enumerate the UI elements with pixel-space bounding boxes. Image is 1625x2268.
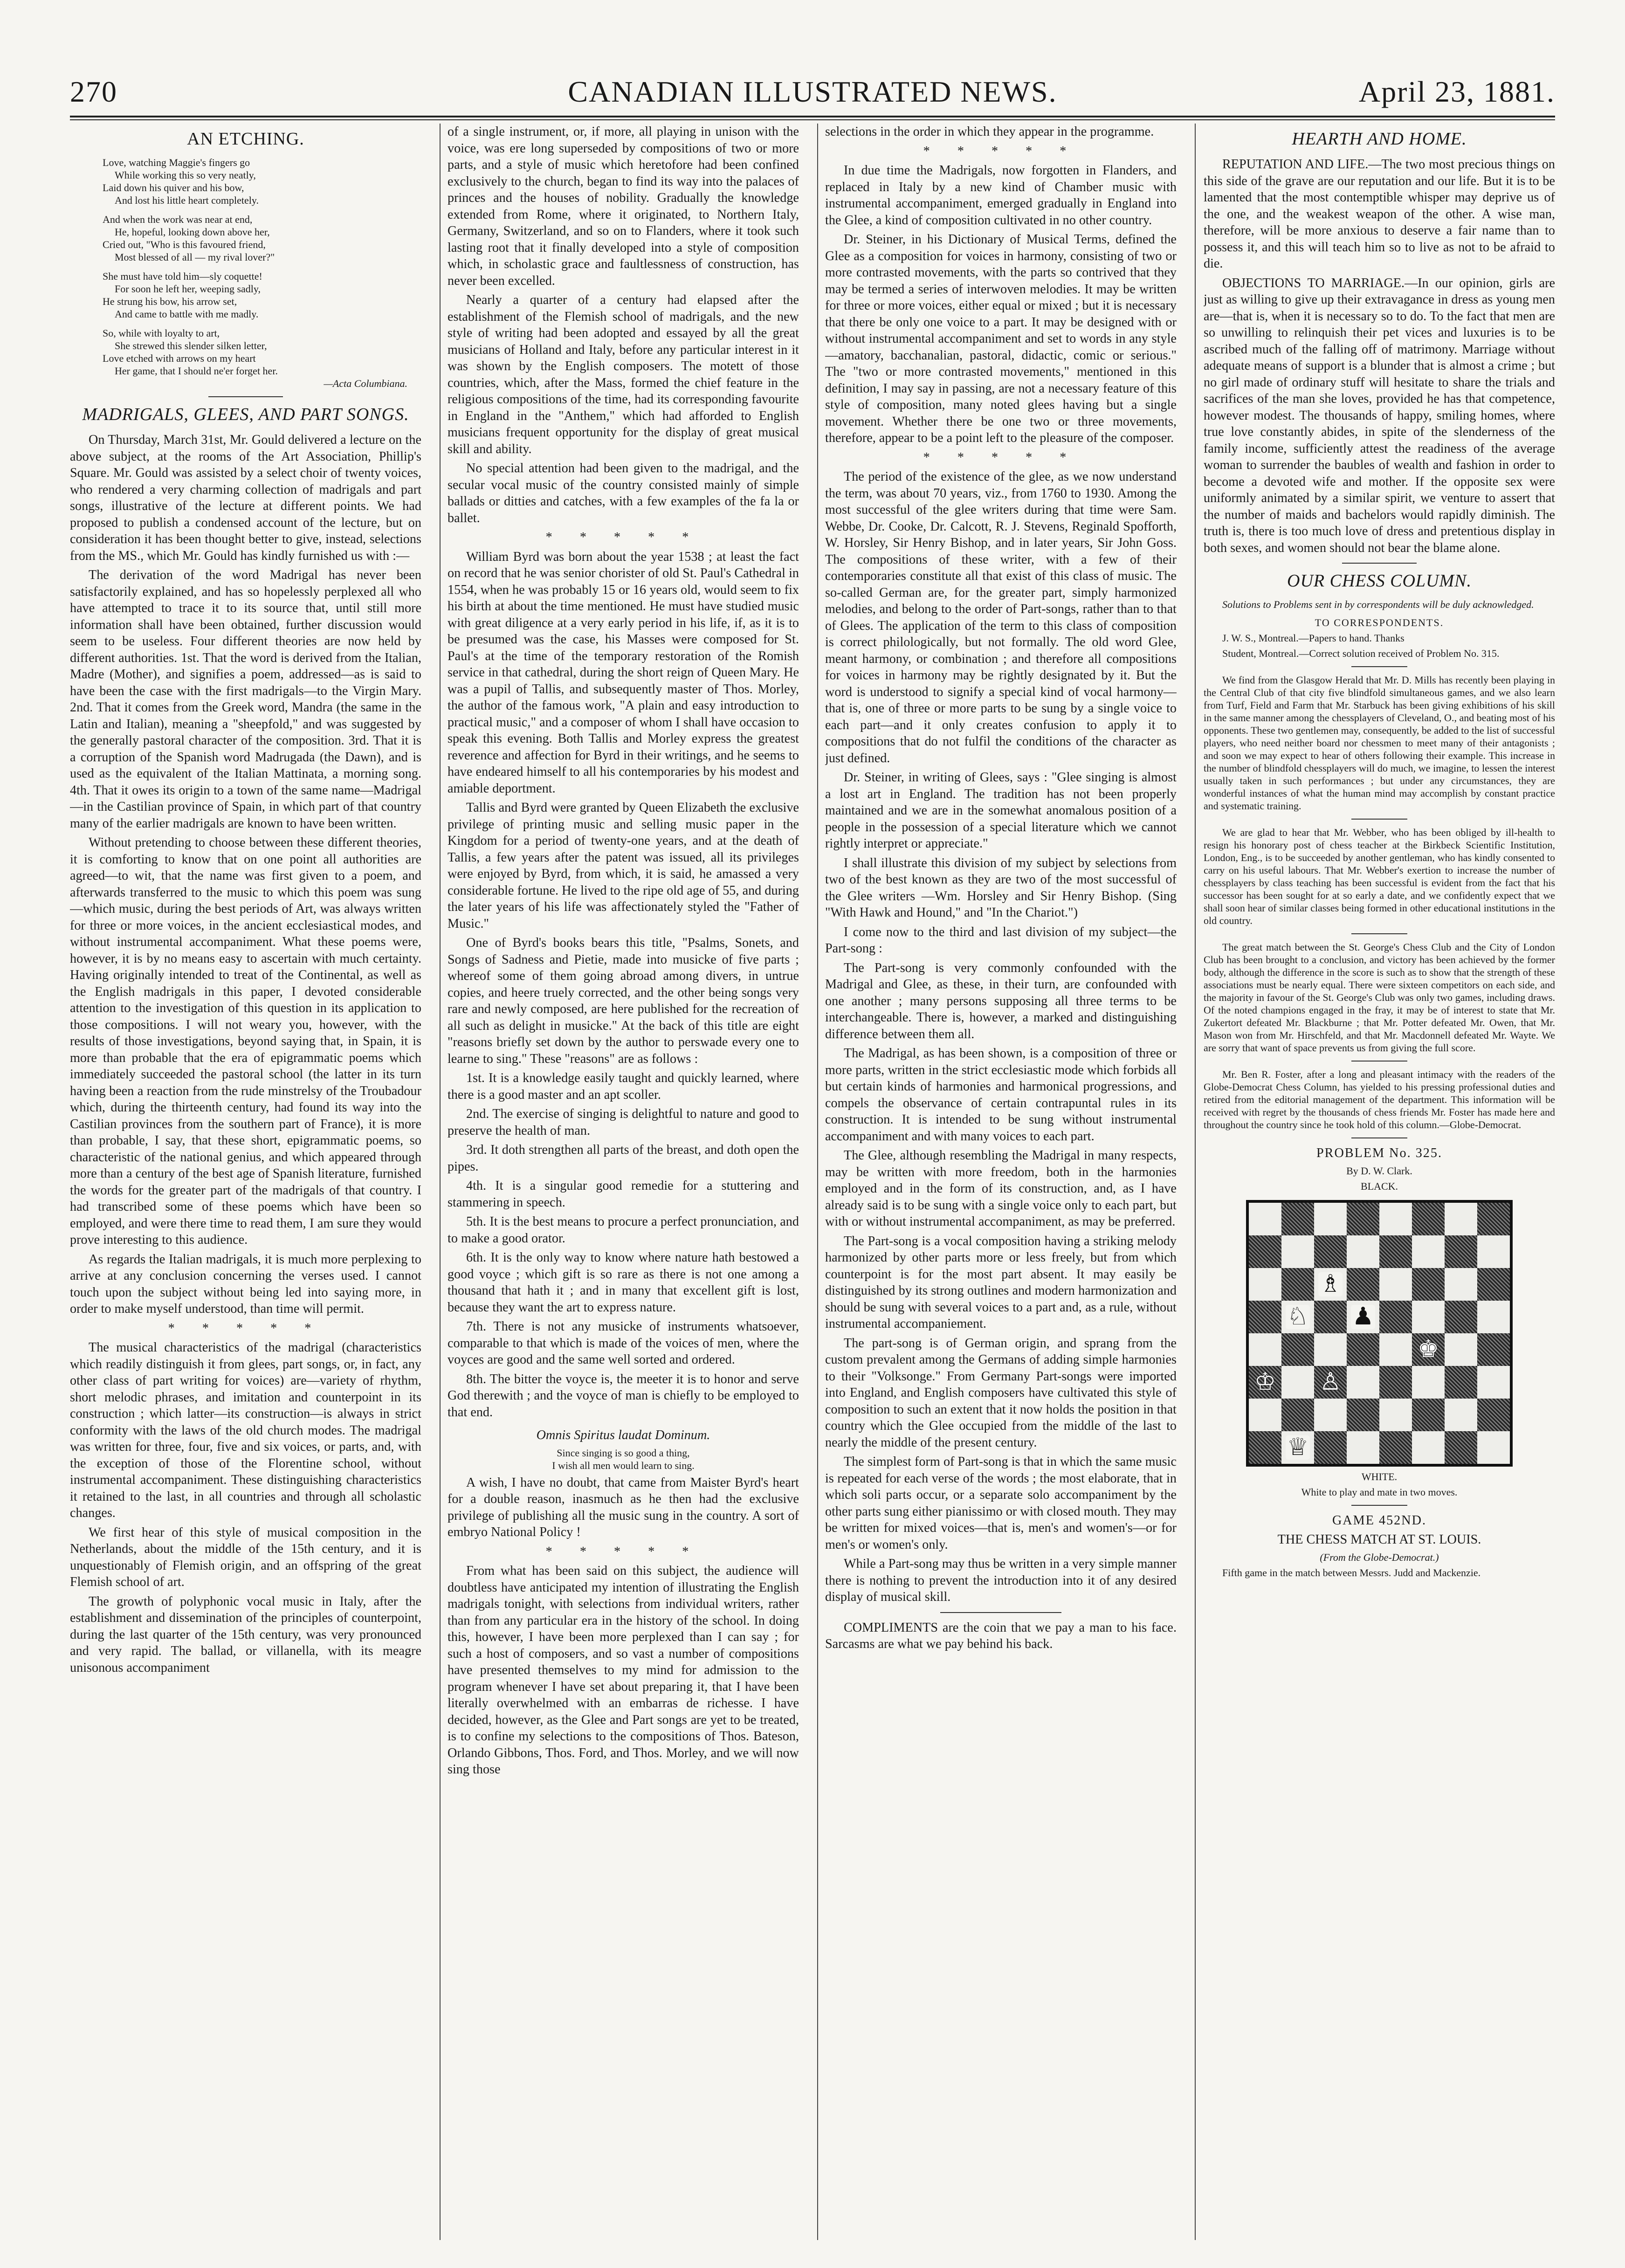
chess-square bbox=[1249, 1301, 1281, 1333]
article-paragraph: The simplest form of Part-song is that in which the same music is repeated for each verse of the words ; the most elaborate, that in which soli parts occur, or a separate solo accompaniment by the other parts sung either pianissimo or with closed mouth. They may be written for mixed voices—that is, men's and women's—or for men's or women's only. bbox=[825, 1455, 1177, 1552]
chess-square bbox=[1477, 1399, 1510, 1431]
article-paragraph: The derivation of the word Madrigal has never been satisfactorily explained, and has so hopelessly perplexed all who have attempted to trace it to its source that, until still more information shall have been obtained, further discussion would seem to be useless. Four different theories are now held by different authorities. 1st. That the word is derived from the Italian, Madre (Mother), and signifies a poem, addressed—as is said to have been the case with the first madrigals—to the Virgin Mary. 2nd. That it comes from the Greek word, Mandra (the same in the Latin and Italian), meaning a "sheepfold," and was suggested by the generally pastoral character of the composition. 3rd. That it is a corruption of the Spanish word Madrugada (the Dawn), and is used as the equivalent of the Italian Mattinata, a morning song. 4th. That it owes its origin to a town of the same name—Madrigal—in the Castilian province of Spain, in which part of that country many of the earlier madrigals are known to have been written. bbox=[70, 568, 421, 831]
poem-line: Love, watching Maggie's fingers go bbox=[103, 157, 250, 168]
divider bbox=[1351, 666, 1407, 667]
article-paragraph: Dr. Steiner, in his Dictionary of Musical Terms, defined the Glee as a composition for voices in harmony, consisting of two or more contrasted movements, with the parts so contrived that they may be termed a series of interwoven melodies. It may be written for three or more voices, either equal or mixed ; but it is necessary that there be only one voice to a part. It may be designed with or without instrumental accompaniment and set to words in any style—amatory, bacchanalian, pastoral, didactic, comic or serious." The "two or more contrasted movements," mentioned in this definition, I may say in passing, are not a necessary feature of this style of composition, many noted glees having but a single movement. Whether there be one two or three movements, therefore, appear to be a point left to the pleasure of the composer. bbox=[825, 232, 1177, 445]
article-paragraph: Tallis and Byrd were granted by Queen Elizabeth the exclusive privilege of printing music and selling music paper in the Kingdom for a period of twenty-one years, and at the death of Tallis, a few years after the patent was issued, all its privileges were enjoyed by Byrd, from which, it is said, he amassed a very considerable fortune. He lived to the ripe old age of 55, and during the later years of his life was affectionately styled the "Father of Music." bbox=[448, 800, 799, 931]
chess-piece-icon: ♟ bbox=[1351, 1305, 1376, 1329]
chess-piece-icon: ♔ bbox=[1254, 1368, 1276, 1395]
chess-square bbox=[1412, 1366, 1445, 1399]
game-note: Fifth game in the match between Messrs. Judd and Mackenzie. bbox=[1222, 1566, 1481, 1579]
chess-notice: Solutions to Problems sent in by correspondents will be duly acknowledged. bbox=[1222, 599, 1534, 610]
issue-date: April 23, 1881. bbox=[1358, 75, 1555, 108]
chess-square bbox=[1249, 1268, 1281, 1301]
footer-paragraph: COMPLIMENTS are the coin that we pay a man to his face. Sarcasms are what we pay behind his back. bbox=[825, 1620, 1177, 1651]
article-paragraph: From what has been said on this subject, the audience will doubtless have anticipated my intention of illustrating the English madrigals tonight, with selections from individual writers, rather than from any particular era in the history of the school. In doing this, however, I have been more perplexed than I can say ; for such a host of composers, and so vast a number of compositions have presented themselves to my mind for admission to the program whenever I have set about preparing it, that I have been literally overwhelmed with an embarras de richesse. I have decided, however, as the Glee and Part songs are yet to be treated, is to confine my selections to the compositions of Thos. Bateson, Orlando Gibbons, Thos. Ford, and Thos. Morley, and we will now sing those bbox=[448, 1564, 799, 1777]
article-paragraph: The musical characteristics of the madrigal (characteristics which readily distinguish it from glees, part songs, or, in fact, any other class of part writing for voices) are—variety of rhythm, short melodic phrases, and imitation and counterpoint in its construction ; which latter—its construction—is always in strict conformity with the laws of the old church modes. The madrigal was written for three, four, five and six voices, or parts, and, with the exception of those of the Florentine school, without instrumental accompaniment. These distinguishing characteristics it retained to the last, in all countries and through all scholastic changes. bbox=[70, 1340, 421, 1520]
chess-square bbox=[1379, 1399, 1412, 1431]
chess-square bbox=[1347, 1235, 1379, 1268]
chess-square bbox=[1281, 1301, 1314, 1333]
chess-square bbox=[1445, 1268, 1477, 1301]
chess-piece-icon: ♙ bbox=[1319, 1368, 1342, 1395]
chess-board bbox=[1246, 1200, 1513, 1467]
chess-square bbox=[1445, 1399, 1477, 1431]
chess-square bbox=[1347, 1431, 1379, 1464]
article-paragraph: The growth of polyphonic vocal music in Italy, after the establishment and dissemination of the principles of counterpoint, during the last quarter of the 15th century, was very pronounced and very rapid. The ballad, or villanella, with its meagre unisonous accompaniment bbox=[70, 1594, 421, 1675]
reason-item: 5th. It is the best means to procure a perfect pronunciation, and to make a good orator. bbox=[448, 1214, 799, 1246]
article-paragraph: A wish, I have no doubt, that came from Maister Byrd's heart for a double reason, inasmuch as he then had the exclusive privilege of publishing all the music sung in the country. A sort of embryo National Policy ! bbox=[448, 1475, 799, 1539]
chess-square bbox=[1347, 1268, 1379, 1301]
chess-square bbox=[1445, 1203, 1477, 1235]
newspaper-title: CANADIAN ILLUSTRATED NEWS. bbox=[568, 75, 1057, 108]
divider bbox=[1351, 1137, 1407, 1138]
column-rule bbox=[817, 124, 818, 2240]
article-paragraph: No special attention had been given to the madrigal, and the secular vocal music of the country consisted mainly of simple ballads or ditties and catches, with a few examples of the fa la or ballet. bbox=[448, 461, 799, 525]
poem-line: And came to battle with me madly. bbox=[115, 308, 259, 320]
chess-piece-icon: ♘ bbox=[1286, 1305, 1310, 1329]
chess-news-paragraph: The great match between the St. George's Chess Club and the City of London Club has been brought to a conclusion, and victory has been achieved by the former body, although the difference in the score is such as to show that the strength of these associations must be nearly equal. There were sixteen competitors on each side, and the majority in favour of the St. George's Club was only two games, including draws. Of the noted champions engaged in the fray, it may be of interest to state that Mr. Zukertort defeated Mr. Blackburne ; that Mr. Potter defeated Mr. Owen, that Mr. Mason won from Mr. Hirschfeld, and that Mr. Macdonnell defeated Mr. Wayte. We are sorry that want of space prevents us from giving the full score. bbox=[1204, 941, 1555, 1054]
article-paragraph: The period of the existence of the glee, as we now understand the term, was about 70 years, viz., from 1760 to 1930. Among the most successful of the glee writers during that time were Sam. Webbe, Dr. Cooke, Dr. Calcott, R. J. Stevens, Reginald Spofforth, W. Horsley, Sir Henry Bishop, and in later years, Sir John Goss. The compositions of these writer, with a few of their contemporaries constitute all that exist of this class of music. The so-called German are, for the greater part, simply harmonized melodies, and belong to the order of Part-songs, rather than to that of Glees. The application of the term to this class of composition is correct philologically, but not formally. The old word Glee, meant harmony, or combination ; and therefore all compositions for voices in harmony may be rightly designated by it. But the word is understood to signify a special kind of vocal harmony—that is, one of three or more parts to be sung by a single voice to each part—and it only creates confusion to apply it to compositions that do not fulfil the conditions of the character as just defined. bbox=[825, 469, 1177, 765]
chess-square bbox=[1477, 1333, 1510, 1366]
poem bbox=[103, 156, 421, 390]
chess-square bbox=[1412, 1431, 1445, 1464]
reason-item: 2nd. The exercise of singing is delightful to nature and good to preserve the health of man. bbox=[448, 1107, 799, 1138]
article-paragraph: The Glee, although resembling the Madrigal in many respects, may be written with more freedom, both in the harmonies employed and in the form of its construction, and, as I have already said is to be sung with a single voice only to each part, but with or without instrumental accompaniment, as may be preferred. bbox=[825, 1148, 1177, 1229]
chess-square bbox=[1281, 1366, 1314, 1399]
divider bbox=[208, 396, 283, 397]
game-source: (From the Globe-Democrat.) bbox=[1320, 1551, 1439, 1563]
chess-square bbox=[1477, 1235, 1510, 1268]
poem-line: Love etched with arrows on my heart bbox=[103, 352, 256, 364]
chess-square bbox=[1445, 1235, 1477, 1268]
column-rule bbox=[1195, 124, 1196, 2240]
chess-square bbox=[1445, 1301, 1477, 1333]
reason-item: 4th. It is a singular good remedie for a stuttering and stammering in speech. bbox=[448, 1179, 799, 1210]
article-paragraph: The Part-song is a vocal composition having a striking melody harmonized by other parts more or less freely, but from which counterpoint is for the most part absent. It may easily be distinguished by its strong outlines and modern harmonization and should be sung with several voices to a part and, as a rule, without instrumental accompaniement. bbox=[825, 1234, 1177, 1331]
section-stars: * * * * * bbox=[168, 1321, 324, 1336]
chess-square bbox=[1249, 1431, 1281, 1464]
chess-square bbox=[1314, 1203, 1347, 1235]
article-paragraph: Dr. Steiner, in writing of Glees, says : "Glee singing is almost a lost art in England. The tradition has not been properly maintained and we are in the somewhat anomalous position of a people in the possession of a special literature which we cannot rightly interpret or appreciate." bbox=[825, 770, 1177, 851]
article-paragraph: On Thursday, March 31st, Mr. Gould delivered a lecture on the above subject, at the rooms of the Art Association, Phillip's Square. Mr. Gould was assisted by a select choir of twenty voices, who rendered a very charming collection of madrigals and part songs, illustrative of the lecture at different points. We had proposed to publish a condensed account of the lecture, but on consideration it has been thought better to give, instead, selections from the MS., which Mr. Gould has kindly furnished us with :— bbox=[70, 433, 421, 563]
reason-item: 3rd. It doth strengthen all parts of the breast, and doth open the pipes. bbox=[448, 1143, 799, 1174]
chess-square bbox=[1347, 1366, 1379, 1399]
chess-square bbox=[1314, 1431, 1347, 1464]
problem-heading: PROBLEM No. 325. bbox=[1316, 1146, 1443, 1160]
divider bbox=[940, 1612, 1061, 1613]
chess-square bbox=[1249, 1235, 1281, 1268]
divider bbox=[1351, 1061, 1407, 1062]
reason-item: 7th. There is not any musicke of instruments whatsoever, comparable to that which is made of the voices of men, where the voyces are good and the same well sorted and ordered. bbox=[448, 1319, 799, 1367]
chess-square bbox=[1412, 1268, 1445, 1301]
chess-square bbox=[1281, 1235, 1314, 1268]
article-paragraph: I shall illustrate this division of my subject by selections from two of the best known as they are two of the most successful of the Glee writers —Wm. Horsley and Sir Henry Bishop. (Sing "With Hawk and Hound," and "In the Chariot.") bbox=[825, 855, 1177, 920]
chess-square bbox=[1477, 1203, 1510, 1235]
chess-square bbox=[1412, 1235, 1445, 1268]
chess-piece-icon: ♕ bbox=[1286, 1435, 1310, 1460]
article-paragraph: In due time the Madrigals, now forgotten in Flanders, and replaced in Italy by a new kind of Chamber music with instrumental accompaniment, emerged gradually in England into the Glee, a kind of composition cultivated in no other country. bbox=[825, 163, 1177, 227]
chess-news-paragraph: Mr. Ben R. Foster, after a long and pleasant intimacy with the readers of the Globe-Democrat Chess Column, has yielded to his pressing professional duties and retired from the editorial management of the department. This information will be received with regret by the thousands of chess friends Mr. Foster has made here and throughout the country since he took hold of this column.—Globe-Democrat. bbox=[1204, 1069, 1555, 1131]
poem-line: He, hopeful, looking down above her, bbox=[115, 226, 270, 238]
reason-item: 6th. It is the only way to know where nature hath bestowed a good voyce ; which gift is so rare as there is not one among a thousand that hath it ; and in many that excellent gift is lost, because they want the art to express nature. bbox=[448, 1250, 799, 1315]
article-paragraph: The part-song is of German origin, and sprang from the custom prevalent among the Germans of adding simple harmonies to their "Volksonge." From Germany Part-songs were imported into England, and English composers have cultivated this style of composition to such an extent that it now holds the position in that country which the Glee occupied from the middle of the last to nearly the middle of the present century. bbox=[825, 1336, 1177, 1450]
chess-square bbox=[1477, 1431, 1510, 1464]
article-paragraph: As regards the Italian madrigals, it is much more perplexing to arrive at any conclusion concerning the verses used. I cannot touch upon the subject without being led into saying more, in order to make myself understood, than time will permit. bbox=[70, 1252, 421, 1316]
chess-square bbox=[1379, 1203, 1412, 1235]
reason-item: 8th. The bitter the voyce is, the meeter it is to honor and serve God therewith ; and the voyce of man is chiefly to be employed to that end. bbox=[448, 1372, 799, 1420]
chess-square bbox=[1379, 1366, 1412, 1399]
divider bbox=[1351, 1505, 1407, 1506]
chess-square bbox=[1347, 1333, 1379, 1366]
article-paragraph: Nearly a quarter of a century had elapsed after the establishment of the Flemish school of madrigals, and the new style of writing had been adopted and essayed by all the great musicians of Holland and Italy, before any particular interest in it was shown by the English composers. The motett of those countries, which, after the Mass, formed the chief feature in the religious compositions of the time, had its corresponding favourite in England in the "Anthem," which had afforded to English musicians frequent opportunity for the display of great musical skill and ability. bbox=[448, 293, 799, 456]
poem-line: And when the work was near at end, bbox=[103, 214, 253, 225]
section-stars: * * * * * bbox=[923, 450, 1079, 465]
motto: Omnis Spiritus laudat Dominum. bbox=[536, 1428, 710, 1442]
page-columns bbox=[70, 124, 1555, 2240]
poem-line: He strung his bow, his arrow set, bbox=[103, 296, 237, 307]
chess-news-paragraph: We are glad to hear that Mr. Webber, who has been obliged by ill-health to resign his honorary post of chess teacher at the Birkbeck Scientific Institution, London, Eng., is to be succeeded by another gentleman, who has kindly consented to carry on his useful labours. That Mr. Webber's exertion to increase the number of chessplayers by class teaching has been successful is evident from the fact that his successor has been sought for at so early a date, and we confidently expect that we shall soon hear of similar classes being formed in other educational institutions in the old country. bbox=[1204, 827, 1555, 926]
chess-square bbox=[1281, 1203, 1314, 1235]
divider bbox=[1351, 819, 1407, 820]
problem-caption: White to play and mate in two moves. bbox=[1301, 1486, 1458, 1498]
chess-square bbox=[1314, 1366, 1347, 1399]
chess-square bbox=[1314, 1301, 1347, 1333]
column-1 bbox=[70, 124, 421, 2240]
masthead-rule-thin bbox=[70, 119, 1555, 120]
article-paragraph: The Part-song is very commonly confounded with the Madrigal and Glee, as these, in their turn, are confounded with one another ; many persons supposing all three terms to be interchangeable. There is, however, a marked and distinguishing difference between them all. bbox=[825, 960, 1177, 1041]
chess-piece-icon: ♚ bbox=[1417, 1336, 1439, 1363]
chess-square bbox=[1412, 1399, 1445, 1431]
chess-square bbox=[1314, 1268, 1347, 1301]
chess-square bbox=[1379, 1268, 1412, 1301]
game-heading: GAME 452ND. bbox=[1332, 1513, 1427, 1528]
article-title: MADRIGALS, GLEES, AND PART SONGS. bbox=[82, 405, 409, 424]
reason-item: 1st. It is a knowledge easily taught and quickly learned, where there is a good master and an apt scoller. bbox=[448, 1071, 799, 1102]
section-title: HEARTH AND HOME. bbox=[1292, 129, 1467, 149]
chess-piece-icon: ♗ bbox=[1318, 1272, 1343, 1296]
chess-square bbox=[1249, 1399, 1281, 1431]
chess-square bbox=[1379, 1431, 1412, 1464]
correspondent-entry: J. W. S., Montreal.—Papers to hand. Thanks bbox=[1222, 632, 1405, 644]
article-paragraph: Without pretending to choose between these different theories, it is comforting to know that on one point all authorities are agreed—to wit, that the name was first given to a poem, and afterwards transferred to the music to which this poem was sung—which music, during the best periods of Art, was always written for three or more voices, in the ancient ecclesiastical modes, and without instrumental accompaniment. What these poems were, however, it is by no means easy to ascertain with much certainty. Having originally intended to treat of the Continental, as well as the English madrigals in this paper, I devoted considerable attention to the investigation of this question in its application to those compositions. I will not weary you, however, with the results of those investigations, beyond saying that, in Spain, it is more than probable that the era of epigrammatic poems which immediately succeeded the pastoral school (the latter in its turn having been a reaction from the rude minstrelsy of the Troubadour which, during the thirteenth century, had found its way into the Castilian provinces from the southern part of France), it is more than probable, I say, that these short, epigrammatic poems, so characteristic of the national genius, and which appeared through more than a century of the best age of Spanish literature, furnished the words for the greater part of the madrigals of that country. I had transcribed some of these poems which have been so employed, and were there time to read them, I am sure they would prove interesting to this audience. bbox=[70, 835, 421, 1247]
poem-line: She strewed this slender silken letter, bbox=[115, 340, 267, 352]
article-paragraph: REPUTATION AND LIFE.—The two most precious things on this side of the grave are our reputation and our life. But it is to be lamented that the most contemptible whisper may deprive us of the one, and the weakest weapon of the other. A wise man, therefore, will be more anxious to deserve a fair name than to possess it, and this will teach him so to live as not to be afraid to die. bbox=[1204, 157, 1555, 271]
article-paragraph: The Madrigal, as has been shown, is a composition of three or more parts, written in the strict ecclesiastic mode which forbids all but certain kinds of harmonies and harmonical progressions, and compels the observance of certain contrapuntal rules in its construction. It is intended to be sung without instrumental accompaniment and with many voices to each part. bbox=[825, 1046, 1177, 1144]
article-paragraph: I come now to the third and last division of my subject—the Part-song : bbox=[825, 924, 1177, 956]
section-stars: * * * * * bbox=[545, 1544, 701, 1559]
chess-square bbox=[1249, 1333, 1281, 1366]
column-2 bbox=[448, 124, 799, 2240]
chess-square bbox=[1445, 1431, 1477, 1464]
chess-square bbox=[1347, 1301, 1379, 1333]
game-title: THE CHESS MATCH AT ST. LOUIS. bbox=[1277, 1532, 1481, 1547]
problem-author: By D. W. Clark. bbox=[1346, 1165, 1412, 1177]
chess-square bbox=[1379, 1235, 1412, 1268]
chess-square bbox=[1412, 1301, 1445, 1333]
poem-line: While working this so very neatly, bbox=[115, 169, 256, 181]
article-paragraph: William Byrd was born about the year 1538 ; at least the fact on record that he was senior chorister of old St. Paul's Cathedral in 1554, when he was probably 15 or 16 years old, would seem to fix his birth at about the time mentioned. He must have studied music with great diligence at a very early period in his life, if, as it is to be presumed was the case, his Masses were composed for St. Paul's at the time of the temporary restoration of the Romish service in that cathedral, during the short reign of Queen Mary. He was a pupil of Tallis, and subsequently master of Thos. Morley, the author of the famous work, "A plain and easy introduction to practical music," and a composer of whom I shall have occasion to speak this evening. Both Tallis and Morley express the greatest reverence and affection for Byrd in their writings, and he seems to have endeared himself to all his contemporaries by his modest and amiable deportment. bbox=[448, 549, 799, 796]
chess-square bbox=[1281, 1399, 1314, 1431]
chess-square bbox=[1314, 1235, 1347, 1268]
masthead-rule bbox=[70, 116, 1555, 117]
article-paragraph: selections in the order in which they appear in the programme. bbox=[825, 124, 1154, 139]
section-stars: * * * * * bbox=[923, 144, 1079, 159]
chess-column-title: OUR CHESS COLUMN. bbox=[1287, 571, 1472, 591]
chess-square bbox=[1445, 1333, 1477, 1366]
column-4 bbox=[1204, 124, 1555, 2240]
poem-line: Her game, that I should ne'er forget her. bbox=[115, 365, 278, 377]
couplet-line: I wish all men would learn to sing. bbox=[552, 1459, 695, 1471]
chess-square bbox=[1379, 1301, 1412, 1333]
chess-square bbox=[1281, 1268, 1314, 1301]
chess-square bbox=[1379, 1333, 1412, 1366]
column-3 bbox=[825, 124, 1177, 2240]
chess-news-paragraph: We find from the Glasgow Herald that Mr. D. Mills has recently been playing in the Central Club of that city five blindfold simultaneous games, and we also learn from Turf, Field and Farm that Mr. Starbuck has been giving exhibitions of his skill in the same manner among the chessplayers of Cleveland, O., and beating most of his opponents. These two gentlemen may, consequently, be added to the list of successful players, who need neither board nor chessmen to meet many of their antagonists ; and soon we may expect to hear of others following their example. This increase in the number of blindfold chessplayers will do much, we imagine, to lessen the interest usually taken in such performances ; but under any circumstances, they are wonderful instances of what the human mind may accomplish by constant practice and systematic training. bbox=[1204, 674, 1555, 812]
chess-square bbox=[1477, 1301, 1510, 1333]
poem-line: And lost his little heart completely. bbox=[115, 194, 259, 206]
poem-line: For soon he left her, weeping sadly, bbox=[115, 283, 261, 295]
column-rule bbox=[440, 124, 441, 2240]
article-paragraph: One of Byrd's books bears this title, "Psalms, Sonets, and Songs of Sadness and Pietie, made into musicke of five parts ; whereof some of them going abroad among divers, in untrue copies, and heere truely corrected, and the other being songs very rare and newly composed, are here published for the recreation of all such as delight in musicke." At the back of this title are eight "reasons briefly set down by the author to perswade every one to learne to sing." These "reasons" are as follows : bbox=[448, 936, 799, 1066]
poem-line: Laid down his quiver and his bow, bbox=[103, 182, 244, 193]
divider bbox=[1351, 933, 1407, 934]
black-label: BLACK. bbox=[1360, 1180, 1398, 1192]
correspondents-heading: TO CORRESPONDENTS. bbox=[1315, 617, 1444, 628]
couplet-line: Since singing is so good a thing, bbox=[557, 1447, 690, 1459]
divider bbox=[1342, 563, 1417, 564]
chess-square bbox=[1412, 1203, 1445, 1235]
chess-square bbox=[1347, 1203, 1379, 1235]
chess-square bbox=[1281, 1333, 1314, 1366]
poem-line: She must have told him—sly coquette! bbox=[103, 270, 262, 282]
chess-square bbox=[1477, 1366, 1510, 1399]
article-paragraph: OBJECTIONS TO MARRIAGE.—In our opinion, girls are just as willing to give up their extravagance in dress as young men are—that is, when it is necessary so to do. To the fact that men are so unwilling to relinquish their pet vices and luxuries is to be ascribed much of the falling off of matrimony. Marriage without adequate means of support is a blunder that is almost a crime ; but no girl made of ordinary stuff will hesitate to share the trials and sacrifices of the man she loves, provided he has that competence, however modest. The thousands of happy, smiling homes, where true love constantly abides, in spite of the slenderness of the family income, sufficiently attest the readiness of the average woman to surrender the baubles of wealth and fashion in order to become a devoted wife and mother. If the opposite sex were uniformly animated by a similar spirit, we venture to assert that the number of maids and bachelors would rapidly diminish. The truth is, there is too much love of dress and pretentious display in both sexes, and women should not bear the blame alone. bbox=[1204, 276, 1555, 555]
chess-square bbox=[1477, 1268, 1510, 1301]
article-paragraph: We first hear of this style of musical composition in the Netherlands, about the middle of the 15th century, and it is unquestionably of Flemish origin, and an offspring of the great Flemish school of art. bbox=[70, 1525, 421, 1589]
chess-square bbox=[1445, 1366, 1477, 1399]
page-number: 270 bbox=[70, 75, 117, 108]
article-paragraph: While a Part-song may thus be written in a very simple manner there is nothing to prevent the introduction into it of any desired display of musical skill. bbox=[825, 1557, 1177, 1604]
masthead bbox=[70, 70, 1555, 117]
section-stars: * * * * * bbox=[545, 530, 701, 545]
chess-square bbox=[1314, 1399, 1347, 1431]
poem-title: AN ETCHING. bbox=[187, 129, 304, 149]
chess-square bbox=[1347, 1399, 1379, 1431]
poem-line: Most blessed of all — my rival lover?" bbox=[115, 251, 275, 263]
poem-line: So, while with loyalty to art, bbox=[103, 327, 220, 339]
chess-square bbox=[1412, 1333, 1445, 1366]
chess-square bbox=[1249, 1366, 1281, 1399]
white-label: WHITE. bbox=[1361, 1470, 1398, 1482]
chess-square bbox=[1249, 1203, 1281, 1235]
correspondent-entry: Student, Montreal.—Correct solution received of Problem No. 315. bbox=[1222, 648, 1500, 659]
chess-square bbox=[1281, 1431, 1314, 1464]
article-paragraph: of a single instrument, or, if more, all playing in unison with the voice, was ere long superseded by compositions of two or more parts, and a style of music which heretofore had been confined exclusively to the church, began to find its way into the palaces of princes and the houses of nobility. Gradually the knowledge extended from Rome, where it originated, to Northern Italy, Germany, Switzerland, and so on to Flanders, where it took such lasting root that it finally developed into a style of composition which, in scholastic grace and faultlessness of construction, has never been excelled. bbox=[448, 124, 799, 288]
poem-line: Cried out, "Who is this favoured friend, bbox=[103, 239, 266, 250]
poem-attribution: —Acta Columbiana. bbox=[324, 378, 407, 389]
chess-square bbox=[1314, 1333, 1347, 1366]
